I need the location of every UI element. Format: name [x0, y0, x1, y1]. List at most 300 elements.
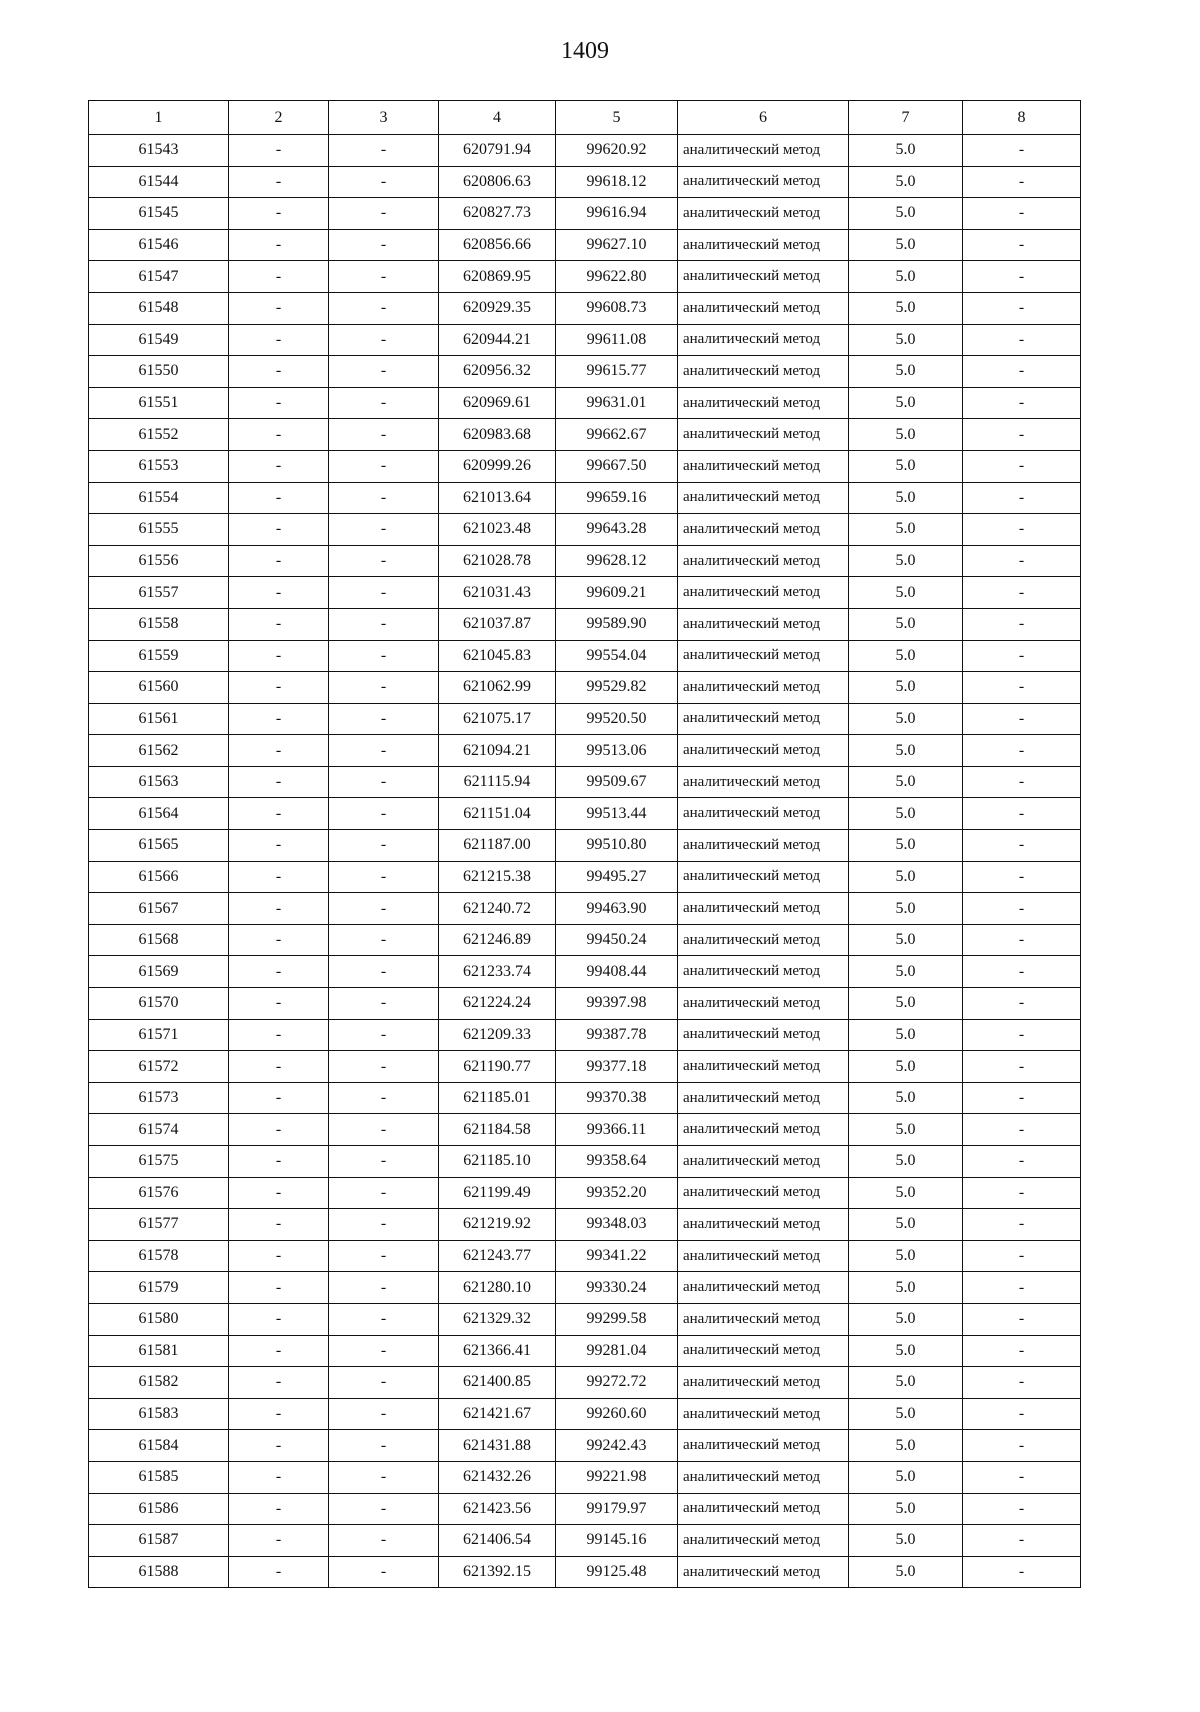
method-cell: аналитический метод — [678, 1367, 849, 1399]
col2-cell: - — [229, 1335, 329, 1367]
y-coordinate-cell: 99221.98 — [556, 1461, 678, 1493]
column-header: 4 — [439, 101, 556, 135]
col8-cell: - — [963, 766, 1081, 798]
accuracy-cell: 5.0 — [849, 419, 963, 451]
point-number-cell: 61544 — [89, 166, 229, 198]
accuracy-cell: 5.0 — [849, 545, 963, 577]
accuracy-cell: 5.0 — [849, 198, 963, 230]
x-coordinate-cell: 620944.21 — [439, 324, 556, 356]
x-coordinate-cell: 621185.10 — [439, 1146, 556, 1178]
method-cell: аналитический метод — [678, 482, 849, 514]
col3-cell: - — [329, 1272, 439, 1304]
accuracy-cell: 5.0 — [849, 387, 963, 419]
col8-cell: - — [963, 1146, 1081, 1178]
y-coordinate-cell: 99662.67 — [556, 419, 678, 451]
point-number-cell: 61554 — [89, 482, 229, 514]
accuracy-cell: 5.0 — [849, 1556, 963, 1588]
col8-cell: - — [963, 1240, 1081, 1272]
col3-cell: - — [329, 766, 439, 798]
y-coordinate-cell: 99609.21 — [556, 577, 678, 609]
col3-cell: - — [329, 514, 439, 546]
method-cell: аналитический метод — [678, 924, 849, 956]
col3-cell: - — [329, 608, 439, 640]
col3-cell: - — [329, 1335, 439, 1367]
accuracy-cell: 5.0 — [849, 1303, 963, 1335]
col2-cell: - — [229, 924, 329, 956]
column-header: 3 — [329, 101, 439, 135]
point-number-cell: 61588 — [89, 1556, 229, 1588]
col2-cell: - — [229, 798, 329, 830]
table-row — [89, 640, 1081, 672]
method-cell: аналитический метод — [678, 956, 849, 988]
col3-cell: - — [329, 1303, 439, 1335]
method-cell: аналитический метод — [678, 1209, 849, 1241]
col3-cell: - — [329, 482, 439, 514]
y-coordinate-cell: 99618.12 — [556, 166, 678, 198]
table-row — [89, 482, 1081, 514]
method-cell: аналитический метод — [678, 166, 849, 198]
accuracy-cell: 5.0 — [849, 735, 963, 767]
point-number-cell: 61557 — [89, 577, 229, 609]
col3-cell: - — [329, 1398, 439, 1430]
x-coordinate-cell: 621400.85 — [439, 1367, 556, 1399]
x-coordinate-cell: 621224.24 — [439, 988, 556, 1020]
accuracy-cell: 5.0 — [849, 798, 963, 830]
point-number-cell: 61546 — [89, 229, 229, 261]
point-number-cell: 61567 — [89, 893, 229, 925]
y-coordinate-cell: 99667.50 — [556, 450, 678, 482]
col8-cell: - — [963, 1177, 1081, 1209]
col8-cell: - — [963, 229, 1081, 261]
col8-cell: - — [963, 1272, 1081, 1304]
y-coordinate-cell: 99495.27 — [556, 861, 678, 893]
col3-cell: - — [329, 356, 439, 388]
accuracy-cell: 5.0 — [849, 1398, 963, 1430]
col3-cell: - — [329, 1430, 439, 1462]
col2-cell: - — [229, 608, 329, 640]
x-coordinate-cell: 620856.66 — [439, 229, 556, 261]
y-coordinate-cell: 99125.48 — [556, 1556, 678, 1588]
col3-cell: - — [329, 735, 439, 767]
table-row — [89, 1556, 1081, 1588]
x-coordinate-cell: 621406.54 — [439, 1525, 556, 1557]
col8-cell: - — [963, 135, 1081, 167]
y-coordinate-cell: 99659.16 — [556, 482, 678, 514]
accuracy-cell: 5.0 — [849, 1272, 963, 1304]
point-number-cell: 61559 — [89, 640, 229, 672]
accuracy-cell: 5.0 — [849, 703, 963, 735]
method-cell: аналитический метод — [678, 798, 849, 830]
col3-cell: - — [329, 861, 439, 893]
point-number-cell: 61564 — [89, 798, 229, 830]
accuracy-cell: 5.0 — [849, 640, 963, 672]
y-coordinate-cell: 99620.92 — [556, 135, 678, 167]
col2-cell: - — [229, 1240, 329, 1272]
col2-cell: - — [229, 1525, 329, 1557]
x-coordinate-cell: 621031.43 — [439, 577, 556, 609]
accuracy-cell: 5.0 — [849, 1177, 963, 1209]
accuracy-cell: 5.0 — [849, 1209, 963, 1241]
column-header: 7 — [849, 101, 963, 135]
col8-cell: - — [963, 1461, 1081, 1493]
col3-cell: - — [329, 1240, 439, 1272]
col3-cell: - — [329, 1082, 439, 1114]
col3-cell: - — [329, 1019, 439, 1051]
col8-cell: - — [963, 198, 1081, 230]
table-row — [89, 861, 1081, 893]
method-cell: аналитический метод — [678, 450, 849, 482]
col2-cell: - — [229, 1430, 329, 1462]
col8-cell: - — [963, 1430, 1081, 1462]
col2-cell: - — [229, 1272, 329, 1304]
point-number-cell: 61576 — [89, 1177, 229, 1209]
point-number-cell: 61571 — [89, 1019, 229, 1051]
point-number-cell: 61586 — [89, 1493, 229, 1525]
table-row — [89, 988, 1081, 1020]
method-cell: аналитический метод — [678, 703, 849, 735]
table-row — [89, 924, 1081, 956]
col3-cell: - — [329, 1525, 439, 1557]
col3-cell: - — [329, 798, 439, 830]
x-coordinate-cell: 620827.73 — [439, 198, 556, 230]
x-coordinate-cell: 620999.26 — [439, 450, 556, 482]
column-header: 5 — [556, 101, 678, 135]
method-cell: аналитический метод — [678, 830, 849, 862]
col2-cell: - — [229, 198, 329, 230]
col8-cell: - — [963, 577, 1081, 609]
x-coordinate-cell: 621209.33 — [439, 1019, 556, 1051]
accuracy-cell: 5.0 — [849, 1461, 963, 1493]
table-row — [89, 577, 1081, 609]
col8-cell: - — [963, 608, 1081, 640]
accuracy-cell: 5.0 — [849, 1493, 963, 1525]
method-cell: аналитический метод — [678, 861, 849, 893]
y-coordinate-cell: 99348.03 — [556, 1209, 678, 1241]
col8-cell: - — [963, 261, 1081, 293]
method-cell: аналитический метод — [678, 608, 849, 640]
col2-cell: - — [229, 956, 329, 988]
y-coordinate-cell: 99370.38 — [556, 1082, 678, 1114]
table-row — [89, 1398, 1081, 1430]
col3-cell: - — [329, 577, 439, 609]
col3-cell: - — [329, 166, 439, 198]
x-coordinate-cell: 621187.00 — [439, 830, 556, 862]
y-coordinate-cell: 99272.72 — [556, 1367, 678, 1399]
x-coordinate-cell: 621215.38 — [439, 861, 556, 893]
accuracy-cell: 5.0 — [849, 450, 963, 482]
accuracy-cell: 5.0 — [849, 608, 963, 640]
y-coordinate-cell: 99513.06 — [556, 735, 678, 767]
point-number-cell: 61558 — [89, 608, 229, 640]
accuracy-cell: 5.0 — [849, 261, 963, 293]
point-number-cell: 61551 — [89, 387, 229, 419]
table-row — [89, 1177, 1081, 1209]
accuracy-cell: 5.0 — [849, 356, 963, 388]
col2-cell: - — [229, 1461, 329, 1493]
x-coordinate-cell: 621075.17 — [439, 703, 556, 735]
y-coordinate-cell: 99510.80 — [556, 830, 678, 862]
coordinates-table — [88, 100, 1081, 1588]
table-row — [89, 1525, 1081, 1557]
col2-cell: - — [229, 830, 329, 862]
accuracy-cell: 5.0 — [849, 1335, 963, 1367]
method-cell: аналитический метод — [678, 988, 849, 1020]
col2-cell: - — [229, 766, 329, 798]
point-number-cell: 61565 — [89, 830, 229, 862]
y-coordinate-cell: 99608.73 — [556, 292, 678, 324]
method-cell: аналитический метод — [678, 577, 849, 609]
x-coordinate-cell: 621199.49 — [439, 1177, 556, 1209]
point-number-cell: 61556 — [89, 545, 229, 577]
method-cell: аналитический метод — [678, 1272, 849, 1304]
table-row — [89, 1019, 1081, 1051]
col8-cell: - — [963, 1556, 1081, 1588]
method-cell: аналитический метод — [678, 135, 849, 167]
col8-cell: - — [963, 166, 1081, 198]
col2-cell: - — [229, 482, 329, 514]
accuracy-cell: 5.0 — [849, 292, 963, 324]
x-coordinate-cell: 621243.77 — [439, 1240, 556, 1272]
accuracy-cell: 5.0 — [849, 672, 963, 704]
y-coordinate-cell: 99330.24 — [556, 1272, 678, 1304]
table-row — [89, 1335, 1081, 1367]
col8-cell: - — [963, 450, 1081, 482]
table-row — [89, 830, 1081, 862]
col2-cell: - — [229, 1051, 329, 1083]
col2-cell: - — [229, 356, 329, 388]
method-cell: аналитический метод — [678, 356, 849, 388]
col3-cell: - — [329, 1114, 439, 1146]
column-header: 6 — [678, 101, 849, 135]
x-coordinate-cell: 621423.56 — [439, 1493, 556, 1525]
col3-cell: - — [329, 229, 439, 261]
accuracy-cell: 5.0 — [849, 1051, 963, 1083]
method-cell: аналитический метод — [678, 672, 849, 704]
method-cell: аналитический метод — [678, 1335, 849, 1367]
table-body — [89, 135, 1081, 1588]
col3-cell: - — [329, 387, 439, 419]
col2-cell: - — [229, 166, 329, 198]
col2-cell: - — [229, 640, 329, 672]
method-cell: аналитический метод — [678, 261, 849, 293]
table-row — [89, 545, 1081, 577]
y-coordinate-cell: 99299.58 — [556, 1303, 678, 1335]
col3-cell: - — [329, 703, 439, 735]
col3-cell: - — [329, 324, 439, 356]
y-coordinate-cell: 99377.18 — [556, 1051, 678, 1083]
table-row — [89, 1240, 1081, 1272]
col8-cell: - — [963, 640, 1081, 672]
y-coordinate-cell: 99627.10 — [556, 229, 678, 261]
table-row — [89, 229, 1081, 261]
col3-cell: - — [329, 135, 439, 167]
table-row — [89, 1367, 1081, 1399]
y-coordinate-cell: 99387.78 — [556, 1019, 678, 1051]
y-coordinate-cell: 99341.22 — [556, 1240, 678, 1272]
accuracy-cell: 5.0 — [849, 1367, 963, 1399]
accuracy-cell: 5.0 — [849, 1240, 963, 1272]
table-header-row — [89, 101, 1081, 135]
method-cell: аналитический метод — [678, 893, 849, 925]
method-cell: аналитический метод — [678, 229, 849, 261]
col3-cell: - — [329, 545, 439, 577]
x-coordinate-cell: 620956.32 — [439, 356, 556, 388]
col3-cell: - — [329, 1367, 439, 1399]
x-coordinate-cell: 620983.68 — [439, 419, 556, 451]
point-number-cell: 61543 — [89, 135, 229, 167]
x-coordinate-cell: 621185.01 — [439, 1082, 556, 1114]
y-coordinate-cell: 99450.24 — [556, 924, 678, 956]
col8-cell: - — [963, 1051, 1081, 1083]
point-number-cell: 61570 — [89, 988, 229, 1020]
table-row — [89, 324, 1081, 356]
col8-cell: - — [963, 1398, 1081, 1430]
table-row — [89, 1082, 1081, 1114]
col3-cell: - — [329, 893, 439, 925]
y-coordinate-cell: 99529.82 — [556, 672, 678, 704]
table-row — [89, 292, 1081, 324]
col2-cell: - — [229, 703, 329, 735]
table-row — [89, 166, 1081, 198]
x-coordinate-cell: 621094.21 — [439, 735, 556, 767]
x-coordinate-cell: 621431.88 — [439, 1430, 556, 1462]
col2-cell: - — [229, 514, 329, 546]
y-coordinate-cell: 99463.90 — [556, 893, 678, 925]
method-cell: аналитический метод — [678, 1051, 849, 1083]
y-coordinate-cell: 99281.04 — [556, 1335, 678, 1367]
table-row — [89, 672, 1081, 704]
col8-cell: - — [963, 1082, 1081, 1114]
point-number-cell: 61555 — [89, 514, 229, 546]
y-coordinate-cell: 99589.90 — [556, 608, 678, 640]
table-row — [89, 1114, 1081, 1146]
col2-cell: - — [229, 861, 329, 893]
x-coordinate-cell: 621392.15 — [439, 1556, 556, 1588]
col8-cell: - — [963, 1525, 1081, 1557]
col8-cell: - — [963, 735, 1081, 767]
y-coordinate-cell: 99616.94 — [556, 198, 678, 230]
point-number-cell: 61577 — [89, 1209, 229, 1241]
table-row — [89, 798, 1081, 830]
y-coordinate-cell: 99611.08 — [556, 324, 678, 356]
point-number-cell: 61547 — [89, 261, 229, 293]
col2-cell: - — [229, 1177, 329, 1209]
method-cell: аналитический метод — [678, 198, 849, 230]
y-coordinate-cell: 99628.12 — [556, 545, 678, 577]
point-number-cell: 61581 — [89, 1335, 229, 1367]
accuracy-cell: 5.0 — [849, 861, 963, 893]
x-coordinate-cell: 621280.10 — [439, 1272, 556, 1304]
col2-cell: - — [229, 450, 329, 482]
y-coordinate-cell: 99260.60 — [556, 1398, 678, 1430]
col8-cell: - — [963, 988, 1081, 1020]
col3-cell: - — [329, 1556, 439, 1588]
x-coordinate-cell: 620791.94 — [439, 135, 556, 167]
x-coordinate-cell: 620929.35 — [439, 292, 556, 324]
accuracy-cell: 5.0 — [849, 924, 963, 956]
x-coordinate-cell: 621037.87 — [439, 608, 556, 640]
table-row — [89, 1209, 1081, 1241]
y-coordinate-cell: 99366.11 — [556, 1114, 678, 1146]
col8-cell: - — [963, 419, 1081, 451]
table-row — [89, 1272, 1081, 1304]
method-cell: аналитический метод — [678, 1493, 849, 1525]
col3-cell: - — [329, 198, 439, 230]
point-number-cell: 61549 — [89, 324, 229, 356]
col2-cell: - — [229, 1398, 329, 1430]
table-row — [89, 135, 1081, 167]
method-cell: аналитический метод — [678, 324, 849, 356]
point-number-cell: 61566 — [89, 861, 229, 893]
col8-cell: - — [963, 830, 1081, 862]
col2-cell: - — [229, 1082, 329, 1114]
method-cell: аналитический метод — [678, 1146, 849, 1178]
x-coordinate-cell: 621246.89 — [439, 924, 556, 956]
col2-cell: - — [229, 229, 329, 261]
col8-cell: - — [963, 924, 1081, 956]
point-number-cell: 61552 — [89, 419, 229, 451]
col8-cell: - — [963, 356, 1081, 388]
accuracy-cell: 5.0 — [849, 1114, 963, 1146]
point-number-cell: 61584 — [89, 1430, 229, 1462]
method-cell: аналитический метод — [678, 1240, 849, 1272]
point-number-cell: 61574 — [89, 1114, 229, 1146]
point-number-cell: 61585 — [89, 1461, 229, 1493]
y-coordinate-cell: 99622.80 — [556, 261, 678, 293]
accuracy-cell: 5.0 — [849, 766, 963, 798]
column-header: 8 — [963, 101, 1081, 135]
table-row — [89, 956, 1081, 988]
point-number-cell: 61575 — [89, 1146, 229, 1178]
point-number-cell: 61580 — [89, 1303, 229, 1335]
point-number-cell: 61582 — [89, 1367, 229, 1399]
col3-cell: - — [329, 1146, 439, 1178]
x-coordinate-cell: 621329.32 — [439, 1303, 556, 1335]
x-coordinate-cell: 621184.58 — [439, 1114, 556, 1146]
col8-cell: - — [963, 1493, 1081, 1525]
x-coordinate-cell: 621432.26 — [439, 1461, 556, 1493]
col3-cell: - — [329, 672, 439, 704]
y-coordinate-cell: 99408.44 — [556, 956, 678, 988]
method-cell: аналитический метод — [678, 1114, 849, 1146]
col3-cell: - — [329, 1051, 439, 1083]
table-row — [89, 766, 1081, 798]
col2-cell: - — [229, 893, 329, 925]
method-cell: аналитический метод — [678, 735, 849, 767]
point-number-cell: 61550 — [89, 356, 229, 388]
point-number-cell: 61587 — [89, 1525, 229, 1557]
col2-cell: - — [229, 1367, 329, 1399]
col8-cell: - — [963, 1114, 1081, 1146]
col8-cell: - — [963, 703, 1081, 735]
col2-cell: - — [229, 545, 329, 577]
method-cell: аналитический метод — [678, 1430, 849, 1462]
y-coordinate-cell: 99179.97 — [556, 1493, 678, 1525]
method-cell: аналитический метод — [678, 419, 849, 451]
x-coordinate-cell: 621013.64 — [439, 482, 556, 514]
col8-cell: - — [963, 545, 1081, 577]
col2-cell: - — [229, 1209, 329, 1241]
col3-cell: - — [329, 261, 439, 293]
x-coordinate-cell: 621240.72 — [439, 893, 556, 925]
col2-cell: - — [229, 261, 329, 293]
y-coordinate-cell: 99643.28 — [556, 514, 678, 546]
point-number-cell: 61560 — [89, 672, 229, 704]
col2-cell: - — [229, 1019, 329, 1051]
col2-cell: - — [229, 135, 329, 167]
method-cell: аналитический метод — [678, 1398, 849, 1430]
col3-cell: - — [329, 1209, 439, 1241]
